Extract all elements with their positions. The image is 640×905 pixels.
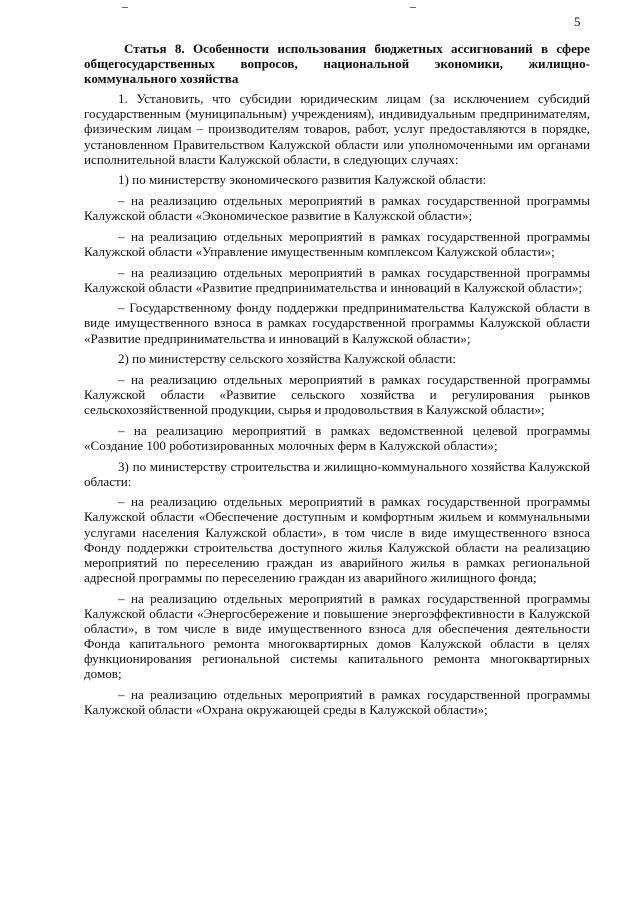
paragraph-subitem: – на реализацию отдельных мероприятий в рамках государственной программы Калужской области «Развитие предпринимательства и инноваций в Калужской области»; [84,264,590,295]
article-title: Статья 8. Особенности использования бюджетных ассигнований в сфере общегосударственных вопросов, национальной экономики, жилищно-коммунального хозяйства [84,41,590,87]
paragraph-subitem: – на реализацию отдельных мероприятий в рамках государственной программы Калужской области «Энергосбережение и повышение энергоэффективности в Калужской области», в том числе в виде имущественного взноса для обеспечения деятельности Фонда капитального ремонта многоквартирных домов Калужской области в целях функционирования региональной системы капитального ремонта многоквартирных домов; [84,590,590,681]
paragraph-subitem: – на реализацию отдельных мероприятий в рамках государственной программы Калужской области «Экономическое развитие в Калужской области»; [84,193,590,224]
paragraph-subitem: – на реализацию отдельных мероприятий в рамках государственной программы Калужской области «Охрана окружающей среды в Калужской области»; [84,686,590,717]
paragraph-item-2: 2) по министерству сельского хозяйства Калужской области: [118,351,456,367]
paragraph-subitem: – на реализацию мероприятий в рамках ведомственной целевой программы «Создание 100 роботизированных молочных ферм в Калужской области»; [84,422,590,453]
paragraph-subitem: – Государственному фонду поддержки предпринимательства Калужской области в виде имущественного взноса в рамках государственной программы Калужской области «Развитие предпринимательства и инноваций в Калужской области»; [84,300,590,346]
paragraph-intro: 1. Установить, что субсидии юридическим лицам (за исключением субсидий государственным (муниципальным) учреждениям), индивидуальным предпринимателям, физическим лицам – производителям товаров, работ, услуг предоставляются в порядке, установленном Правительством Калужской области или уполномоченными им органами исполнительной власти Калужской области, в следующих случаях: [84,91,590,167]
scan-artifact [410,7,416,8]
paragraph-subitem: – на реализацию отдельных мероприятий в рамках государственной программы Калужской области «Обеспечение доступным и комфортным жильем и коммунальными услугами населения Калужской области», в том числе в виде имущественного взноса Фонду поддержки строительства доступного жилья Калужской области на реализацию мероприятий по переселению граждан из аварийного жилья в рамках региональной адресной программы по переселению граждан из аварийного жилищного фонда; [84,494,590,585]
paragraph-item-3: 3) по министерству строительства и жилищно-коммунального хозяйства Калужской области: [84,458,590,489]
scan-artifact [122,7,128,8]
paragraph-subitem: – на реализацию отдельных мероприятий в рамках государственной программы Калужской области «Управление имущественным комплексом Калужской области»; [84,228,590,259]
page-number: 5 [574,14,581,29]
paragraph-item-1: 1) по министерству экономического развития Калужской области: [118,172,487,188]
document-body [84,41,590,722]
paragraph-subitem: – на реализацию отдельных мероприятий в рамках государственной программы Калужской области «Развитие сельского хозяйства и регулирования рынков сельскохозяйственной продукции, сырья и продовольствия в Калужской области»; [84,371,590,418]
